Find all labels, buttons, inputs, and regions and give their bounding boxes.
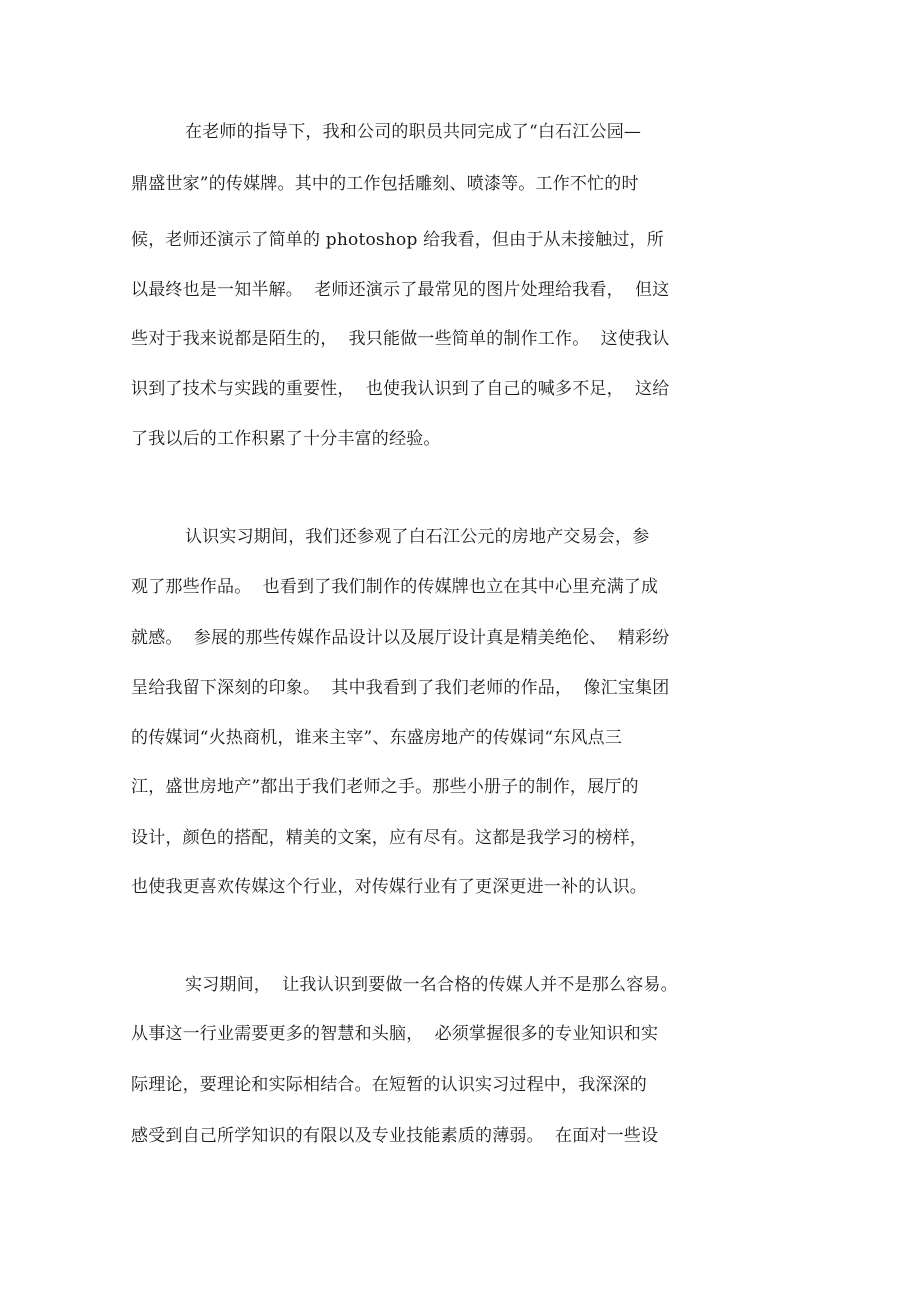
paragraph-2-line-7: 设计，颜色的搭配，精美的文案，应有尽有。这都是我学习的榜样， bbox=[131, 828, 647, 848]
paragraph-2-line-8: 也使我更喜欢传媒这个行业，对传媒行业有了更深更进一补的认识。 bbox=[131, 877, 647, 897]
paragraph-2-line-6: 江，盛世房地产”都出于我们老师之手。那些小册子的制作，展厅的 bbox=[131, 777, 639, 797]
paragraph-1-line-3: 候，老师还演示了简单的 photoshop 给我看，但由于从未接触过，所 bbox=[131, 230, 664, 250]
paragraph-1-line-5: 些对于我来说都是陌生的， 我只能做一些简单的制作工作。 这使我认 bbox=[131, 329, 670, 349]
paragraph-3-line-1: 实习期间， 让我认识到要做一名合格的传媒人并不是那么容易。 bbox=[185, 975, 678, 995]
paragraph-3-line-4: 感受到自己所学知识的有限以及专业技能素质的薄弱。 在面对一些设 bbox=[131, 1126, 659, 1146]
paragraph-2-line-1: 认识实习期间，我们还参观了白石江公元的房地产交易会，参 bbox=[185, 527, 650, 547]
paragraph-1-line-4: 以最终也是一知半解。 老师还演示了最常见的图片处理给我看， 但这 bbox=[131, 280, 670, 300]
paragraph-2-line-2: 观了那些作品。 也看到了我们制作的传媒牌也立在其中心里充满了成 bbox=[131, 577, 659, 597]
paragraph-3-line-3: 际理论，要理论和实际相结合。在短暂的认识实习过程中，我深深的 bbox=[131, 1075, 647, 1095]
paragraph-1-line-6: 识到了技术与实践的重要性， 也使我认识到了自己的喊多不足， 这给 bbox=[131, 379, 670, 399]
paragraph-1-line-7: 了我以后的工作积累了十分丰富的经验。 bbox=[131, 429, 441, 449]
paragraph-2-line-4: 呈给我留下深刻的印象。 其中我看到了我们老师的作品， 像汇宝集团 bbox=[131, 678, 670, 698]
paragraph-2-line-3: 就感。 参展的那些传媒作品设计以及展厅设计真是精美绝伦、 精彩纷 bbox=[131, 628, 670, 648]
paragraph-2-line-5: 的传媒词“火热商机，谁来主宰”、东盛房地产的传媒词“东风点三 bbox=[131, 728, 623, 748]
paragraph-3-line-2: 从事这一行业需要更多的智慧和头脑， 必须掌握很多的专业知识和实 bbox=[131, 1024, 659, 1044]
paragraph-1-line-2: 鼎盛世家”的传媒牌。其中的工作包括雕刻、喷漆等。工作不忙的时 bbox=[131, 174, 639, 194]
paragraph-1-line-1: 在老师的指导下，我和公司的职员共同完成了“白石江公园— bbox=[185, 122, 642, 142]
